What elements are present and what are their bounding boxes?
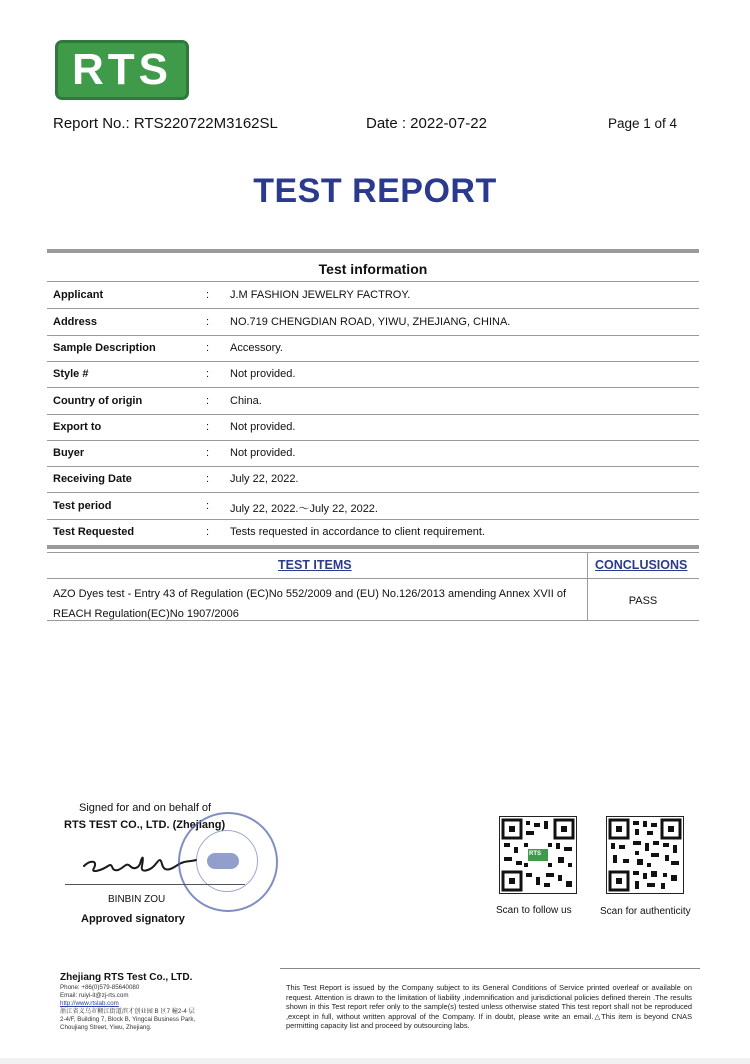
info-row-test-requested bbox=[47, 519, 699, 545]
divider bbox=[47, 620, 699, 621]
footer-divider bbox=[280, 968, 700, 969]
info-value: Tests requested in accordance to client requirement. bbox=[230, 526, 485, 538]
info-colon: : bbox=[206, 368, 210, 380]
info-value: Accessory. bbox=[230, 342, 283, 354]
test-item-line: AZO Dyes test - Entry 43 of Regulation (EC)No 552/2009 and (EU) No.126/2013 amending Annex XVII of bbox=[53, 588, 567, 600]
info-label: Applicant bbox=[53, 289, 104, 301]
info-colon: : bbox=[206, 526, 210, 538]
conclusion-value: PASS bbox=[628, 595, 658, 607]
test-item-description bbox=[53, 584, 583, 624]
divider-bar bbox=[47, 545, 699, 549]
signing-company: RTS TEST CO., LTD. (Zhejiang) bbox=[64, 819, 226, 831]
authenticity-qr-label: Scan for authenticity bbox=[600, 906, 691, 917]
info-label: Country of origin bbox=[53, 395, 143, 407]
info-label: Address bbox=[53, 316, 98, 328]
info-label: Buyer bbox=[53, 447, 85, 459]
info-row-buyer bbox=[47, 440, 699, 467]
follow-qr-label: Scan to follow us bbox=[496, 905, 572, 916]
divider-bar bbox=[47, 249, 699, 253]
info-value: Not provided. bbox=[230, 368, 296, 380]
footer-email[interactable]: Email: ruiyi-it@zj-rts.com bbox=[60, 992, 129, 999]
test-items-header: TEST ITEMS bbox=[278, 558, 352, 572]
info-value: Not provided. bbox=[230, 447, 296, 459]
info-value: July 22, 2022. bbox=[230, 473, 299, 485]
authenticity-qr-code bbox=[606, 816, 684, 894]
signatory-name: BINBIN ZOU bbox=[108, 894, 166, 905]
divider bbox=[47, 578, 699, 579]
info-label: Test period bbox=[53, 500, 112, 512]
info-colon: : bbox=[206, 342, 210, 354]
divider bbox=[47, 552, 699, 553]
info-row-address bbox=[47, 309, 699, 336]
info-colon: : bbox=[206, 316, 210, 328]
info-label: Receiving Date bbox=[53, 473, 132, 485]
qr-pattern bbox=[607, 817, 683, 893]
test-item-line: REACH Regulation(EC)No 1907/2006 bbox=[53, 608, 239, 620]
info-colon: : bbox=[206, 395, 210, 407]
footer-address-line1: 2-4/F, Building 7, Block B, Yingcai Business Park, bbox=[60, 1016, 196, 1023]
report-date: Date : 2022-07-22 bbox=[366, 115, 487, 132]
footer-disclaimer: This Test Report is issued by the Company subject to its General Conditions of Service printed overleaf or available on request. Attention is drawn to the limitation of liability ,indemnification and jurisdictional policies defined therein .The results shown in this Test report refer only to the sample(s) tested unless otherwise stated This test report shall not be reproduced ,except in full, without written approval of the Company. If in doubt, please write an email.△This item is beyond CNAS permitting capacity list and proceed by outsourcing labs. bbox=[286, 983, 692, 1031]
page-title: TEST REPORT bbox=[253, 172, 497, 210]
info-label: Test Requested bbox=[53, 526, 135, 538]
info-colon: : bbox=[206, 447, 210, 459]
qr-badge-text: RTS bbox=[529, 851, 541, 857]
footer-company: Zhejiang RTS Test Co., LTD. bbox=[60, 972, 193, 983]
info-value: July 22, 2022.～July 22, 2022. bbox=[230, 503, 378, 515]
info-value: NO.719 CHENGDIAN ROAD, YIWU, ZHEJIANG, CHINA. bbox=[230, 316, 511, 328]
info-label: Style # bbox=[53, 368, 89, 380]
report-number: Report No.: RTS220722M3162SL bbox=[53, 115, 278, 132]
logo-text: RTS bbox=[72, 45, 172, 94]
info-colon: : bbox=[206, 289, 210, 301]
follow-qr-code bbox=[499, 816, 577, 894]
info-value: Not provided. bbox=[230, 421, 296, 433]
page-bottom-edge bbox=[0, 1058, 750, 1064]
info-row-sample-description bbox=[47, 335, 699, 362]
footer-address-line2: Choujiang Street, Yiwu, Zhejiang. bbox=[60, 1024, 152, 1031]
info-row-export-to bbox=[47, 414, 699, 441]
footer-phone: Phone: +86(0)579-85640080 bbox=[60, 984, 140, 991]
info-label: Export to bbox=[53, 421, 102, 433]
info-row-applicant bbox=[47, 282, 699, 309]
signatory-role: Approved signatory bbox=[81, 913, 185, 925]
info-value: China. bbox=[230, 395, 262, 407]
footer-website-link[interactable]: http://www.rtslab.com bbox=[60, 1000, 119, 1007]
info-colon: : bbox=[206, 500, 210, 512]
page-number: Page 1 of 4 bbox=[608, 116, 678, 131]
info-row-country-of-origin bbox=[47, 388, 699, 415]
table-column-divider bbox=[587, 552, 588, 620]
info-colon: : bbox=[206, 473, 210, 485]
info-row-receiving-date bbox=[47, 466, 699, 493]
section-heading: Test information bbox=[318, 261, 428, 277]
rts-logo bbox=[55, 40, 189, 100]
signed-for-text: Signed for and on behalf of bbox=[79, 802, 212, 814]
info-value: J.M FASHION JEWELRY FACTROY. bbox=[230, 289, 411, 301]
conclusions-header: CONCLUSIONS bbox=[595, 558, 688, 572]
info-colon: : bbox=[206, 421, 210, 433]
footer-address-cn: 浙江省义乌市稠江街道滨才创业园 B 区7 幢2-4 层 bbox=[60, 1008, 195, 1015]
company-seal-badge bbox=[207, 853, 239, 869]
signature-line bbox=[65, 884, 245, 885]
info-row-test-period bbox=[47, 493, 699, 520]
info-label: Sample Description bbox=[53, 342, 156, 354]
info-row-style bbox=[47, 361, 699, 388]
